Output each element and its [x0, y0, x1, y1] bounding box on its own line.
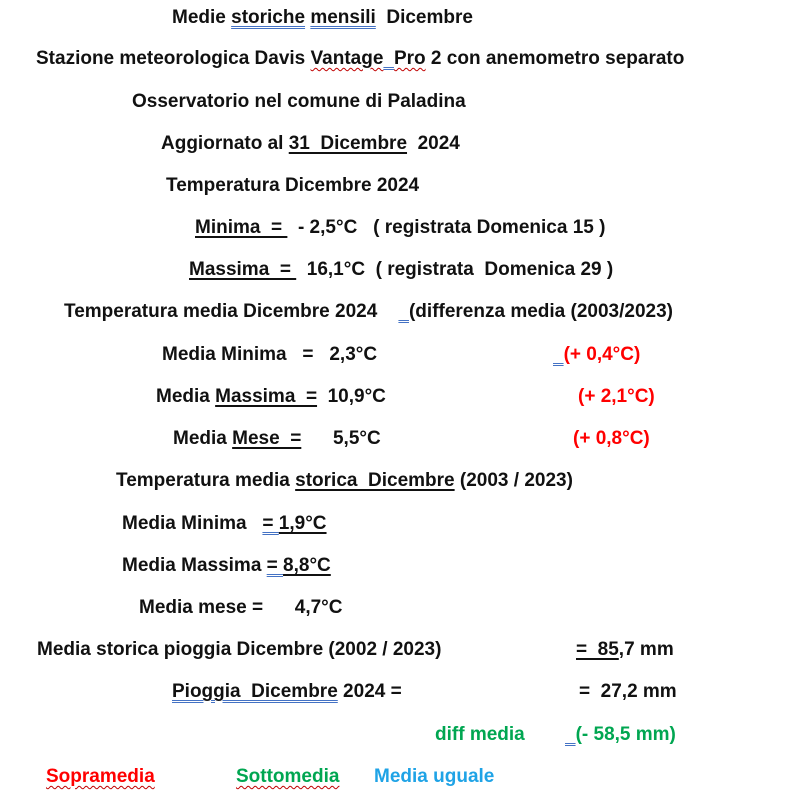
avg-maximum-diff: (+ 2,1°C) [578, 386, 655, 407]
min-label: Minima = [195, 217, 288, 238]
rain-diff-label: diff media [435, 724, 525, 745]
underline-mark [553, 344, 564, 365]
station-underlined-word: Vantage [310, 48, 384, 69]
historical-maximum-value: 8,8°C [283, 555, 331, 576]
rain-historical-value-underlined: = 85 [576, 639, 619, 660]
avg-minimum-label: Media Minima = 2,3°C [162, 344, 378, 365]
station-text: 2 con anemometro separato [425, 48, 685, 69]
label-text: Media Massima [122, 555, 267, 576]
avg-month-label [173, 427, 381, 451]
label-underlined: Massima = [215, 386, 318, 407]
avg-minimum-diff [553, 343, 640, 367]
rain-month-label-rest: 2024 = [337, 681, 402, 702]
underline-mark [398, 301, 409, 322]
historical-heading-underlined: storica Dicembre [295, 470, 455, 491]
average-heading-diff: (differenza media (2003/2023) [408, 301, 673, 322]
label-value: 10,9°C [317, 386, 386, 407]
updated-text: Aggiornato al [161, 133, 289, 154]
station-line [36, 47, 684, 71]
historical-minimum-row [122, 512, 327, 536]
label-text: Media [156, 386, 216, 407]
station-underlined-word: Pro [393, 48, 426, 69]
title-text: Medie [172, 7, 232, 28]
diff-value-above: (+ 0,4°C) [563, 344, 641, 365]
rain-month-value: = 27,2 mm [579, 681, 677, 702]
underline-mark [565, 724, 576, 745]
equals-mark: = [266, 555, 284, 576]
rain-historical-label: Media storica pioggia Dicembre (2002 / 2023) [37, 639, 442, 660]
month-maximum-row [189, 258, 613, 282]
avg-maximum-label [156, 385, 386, 409]
page-title [172, 6, 473, 30]
updated-text: 2024 [407, 133, 460, 154]
updated-date: 31 Dicembre [288, 133, 408, 154]
min-value: - 2,5°C ( registrata Domenica 15 ) [287, 217, 606, 238]
legend-above-average: Sopramedia [46, 766, 155, 787]
historical-minimum-value: 1,9°C [278, 513, 327, 534]
equals-mark: = [262, 513, 279, 534]
historical-month-row: Media mese = 4,7°C [139, 597, 343, 618]
legend-below-average: Sottomedia [236, 766, 340, 787]
updated-line [161, 132, 460, 156]
month-minimum-row [195, 216, 605, 240]
month-temperature-heading: Temperatura Dicembre 2024 [166, 175, 420, 196]
avg-month-diff: (+ 0,8°C) [573, 428, 650, 449]
rain-month-label [172, 680, 402, 704]
month-average-heading [64, 300, 673, 324]
average-heading-text: Temperatura media Dicembre 2024 [64, 301, 399, 322]
max-label: Massima = [189, 259, 297, 280]
title-underlined-word: storiche [231, 7, 306, 28]
title-text: Dicembre [375, 7, 473, 28]
title-underlined-word: mensili [310, 7, 376, 28]
historical-maximum-row [122, 554, 331, 578]
rain-diff-value: (- 58,5 mm) [575, 724, 676, 745]
rain-month-label-underlined: Pioggia Dicembre [172, 681, 338, 702]
legend-equal-average: Media uguale [374, 766, 495, 787]
label-text: Media Minima [122, 513, 263, 534]
historical-heading-text: Temperatura media [116, 470, 296, 491]
max-value: 16,1°C ( registrata Domenica 29 ) [296, 259, 614, 280]
rain-historical-value [576, 638, 674, 662]
rain-diff [565, 723, 676, 747]
station-text: Stazione meteorologica Davis [36, 48, 311, 69]
label-text: Media [173, 428, 233, 449]
label-value: 5,5°C [301, 428, 381, 449]
historical-heading-period: (2003 / 2023) [454, 470, 573, 491]
observatory-line: Osservatorio nel comune di Paladina [132, 91, 466, 112]
historical-heading [116, 469, 573, 493]
rain-historical-value-rest: ,7 mm [618, 639, 674, 660]
station-text [383, 48, 394, 69]
label-underlined: Mese = [232, 428, 302, 449]
